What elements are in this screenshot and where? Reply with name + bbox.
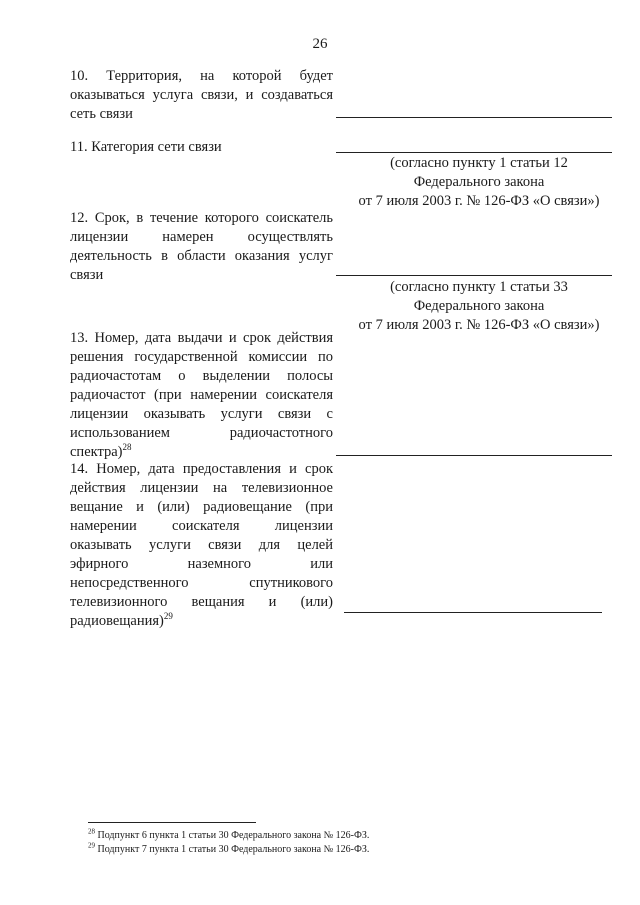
note-item-11-line-3: от 7 июля 2003 г. № 126-ФЗ «О связи») — [358, 193, 600, 209]
footnote-ref-29: 29 — [163, 611, 173, 622]
footnote-29-mark: 29 — [88, 841, 95, 850]
answer-line-item-11 — [336, 152, 612, 153]
footnote-divider — [88, 822, 256, 823]
item-14-broadcasting-license — [70, 460, 333, 631]
note-item-12 — [344, 278, 614, 335]
item-12-text: 12. Срок, в течение которого соискатель лицензии намерен осуществлять деятельность в области оказания услуг связи — [70, 210, 333, 283]
item-13-radio-commission-decision — [70, 329, 333, 462]
item-10-text: 10. Территория, на которой будет оказываться услуга связи, и создаваться сеть связи — [70, 68, 333, 122]
item-14-text: 14. Номер, дата предоставления и срок действия лицензии на телевизионное вещание и (или) радиовещание (при намерении соискателя лицензии оказывать услуги связи для целей эфирного наземного или непосредственного спутникового телевизионного вещания и (или) радиовещания) — [70, 461, 333, 629]
note-item-12-line-1: (согласно пункту 1 статьи 33 — [390, 279, 568, 295]
note-item-11-line-1: (согласно пункту 1 статьи 12 — [390, 155, 568, 171]
answer-line-item-14 — [344, 612, 602, 613]
footnote-28-text: Подпункт 6 пункта 1 статьи 30 Федерального закона № 126-ФЗ. — [97, 830, 370, 841]
footnote-28 — [88, 829, 369, 842]
note-item-11-line-2: Федерального закона — [413, 174, 545, 190]
item-11-text: 11. Категория сети связи — [70, 139, 222, 155]
note-item-11 — [344, 154, 614, 211]
item-13-text: 13. Номер, дата выдачи и срок действия решения государственной комиссии по радиочастотам о выделении полосы радиочастот (при намерении соискателя лицензии оказывать услуги связи с использованием радиочастотного спектра) — [70, 330, 333, 460]
answer-line-item-12 — [336, 275, 612, 276]
footnote-28-mark: 28 — [88, 827, 95, 836]
item-11-network-category — [70, 138, 333, 157]
answer-line-item-13 — [336, 455, 612, 456]
item-10-territory — [70, 67, 333, 124]
note-item-12-line-2: Федерального закона — [413, 298, 545, 314]
footnote-ref-28: 28 — [122, 442, 132, 453]
answer-line-item-10 — [336, 117, 612, 118]
item-12-activity-period — [70, 209, 333, 285]
note-item-12-line-3: от 7 июля 2003 г. № 126-ФЗ «О связи») — [358, 317, 600, 333]
footnote-29 — [88, 843, 369, 856]
footnote-29-text: Подпункт 7 пункта 1 статьи 30 Федерального закона № 126-ФЗ. — [97, 844, 370, 855]
page-number: 26 — [312, 36, 328, 52]
